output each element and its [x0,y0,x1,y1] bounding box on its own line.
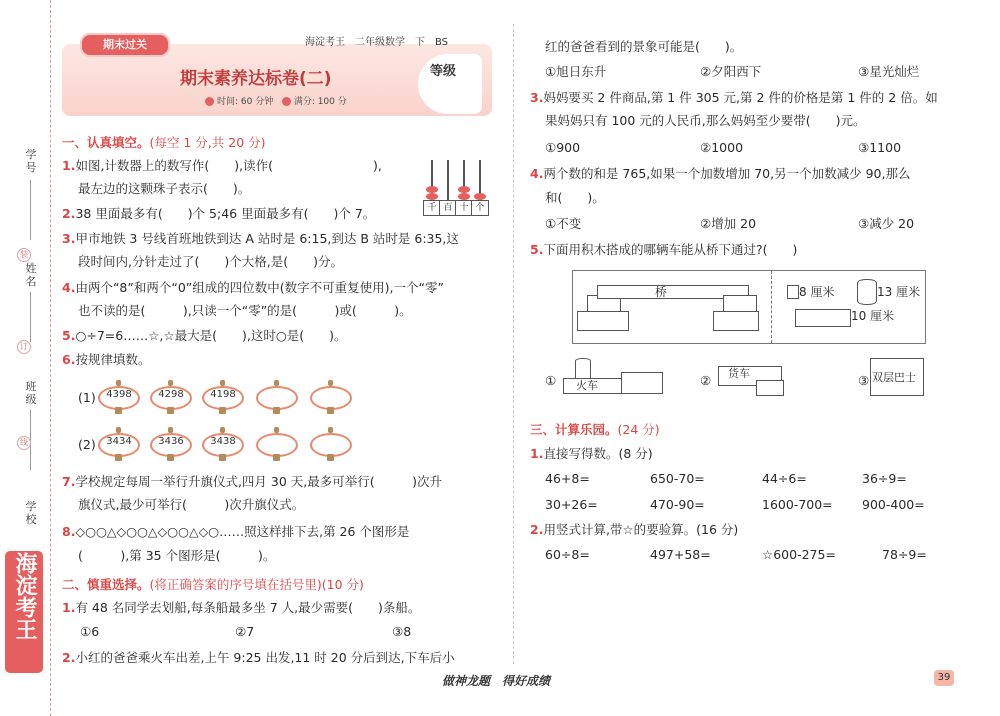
lantern-tassel [115,407,122,414]
lantern-value: 4398 [106,389,132,400]
question-1-7 [62,474,442,490]
option[interactable]: ③星光灿烂 [858,64,920,79]
option[interactable]: ①不变 [545,216,582,231]
lantern-value: 3434 [106,436,132,447]
bridge-step [577,311,629,331]
option[interactable]: ①旭日东升 [545,64,607,79]
binding-hole: 装 [17,248,31,262]
diagram-divider [771,271,772,343]
question-1-3 [62,231,459,247]
question-3-1 [530,446,653,462]
question-1-4-line2: 也不读的是( ),只读一个“零”的是( )或( )。 [78,303,412,318]
brand-logo [2,548,46,676]
calc-item[interactable]: ☆600-275= [762,547,836,562]
car-label: 火车 [576,379,598,392]
column-divider [513,24,515,664]
cube-block [787,285,799,299]
lantern-tassel [327,407,334,414]
lantern [98,380,138,412]
field-name: 姓名 [25,262,37,288]
lantern-tassel [167,454,174,461]
abacus-label: 千 [423,200,441,216]
section1-heading [62,133,266,151]
dim-label: 13 厘米 [877,285,921,299]
calc-item[interactable]: 46+8= [545,471,590,486]
question-1-8-line2: ( ),第 35 个图形是( )。 [78,548,276,563]
section3-title: 三、计算乐园。 [530,422,618,437]
abacus-rod [447,160,449,200]
option[interactable]: ③8 [392,624,412,639]
option[interactable]: ①6 [80,624,100,639]
question-1-1-line2: 最左边的这颗珠子表示( )。 [78,181,251,196]
page-number: 39 [934,670,954,686]
option[interactable]: ②1000 [700,140,744,155]
abacus-bead [458,193,470,200]
q-text: 按规律填数。 [75,352,151,367]
abacus-figure [423,158,489,216]
truck-cab [756,380,784,396]
grade-label: 等级 [430,64,457,79]
calc-item[interactable]: 44÷6= [762,471,807,486]
question-1-3-line2: 段时间内,分针走过了( )个大格,是( )分。 [78,254,343,269]
abacus-bead [426,193,438,200]
q-text: 由两个“8”和两个“0”组成的四位数中(数字不可重复使用),一个“零” [75,280,444,295]
q-text: 直接写得数。(8 分) [543,446,653,461]
option[interactable]: ①900 [545,140,581,155]
q-text: 38 里面最多有( )个 5;46 里面最多有( )个 7。 [75,206,376,221]
question-1-2 [62,206,375,222]
bridge-step [713,311,759,331]
field-line [30,292,31,342]
q-text: ◇○○△◇○○△◇○○△◇○……照这样排下去,第 26 个图形是 [75,524,410,539]
q-text: 两个数的和是 765,如果一个加数增加 70,另一个加数减少 90,那么 [543,166,911,181]
dim-label: 10 厘米 [851,309,895,323]
section2-title: 二、慎重选择。 [62,577,150,592]
check-icon [282,97,291,106]
calc-item[interactable]: 30+26= [545,497,598,512]
section1-title: 一、认真填空。 [62,135,150,150]
calc-item[interactable]: 470-90= [650,497,705,512]
abacus-bead [426,186,438,193]
footer-slogan: 做神龙题 得好成绩 [442,674,551,688]
lantern-blank[interactable] [310,380,350,412]
abacus-bead [474,193,486,200]
question-1-6 [62,352,150,368]
lantern-tassel [219,454,226,461]
lantern-tassel [167,407,174,414]
question-3-2 [530,522,738,538]
q-text: 小红的爸爸乘火车出差,上午 9:25 出发,11 时 20 分后到达,下车后小 [75,650,455,665]
field-line [30,180,31,240]
question-1-8 [62,524,409,540]
lantern-tassel [115,454,122,461]
lantern [202,380,242,412]
q-number: 2. [530,522,544,537]
cylinder-block [857,279,877,305]
abacus-label: 十 [455,200,473,216]
q-text: 如图,计数器上的数写作( ),读作( ), [75,158,382,173]
section2-note: (将正确答案的序号填在括号里)(10 分) [149,577,364,592]
q6-row2-label: (2) [78,437,96,452]
question-1-7-line2: 旗仪式,最少可举行( )次升旗仪式。 [78,497,305,512]
question-1-5 [62,328,347,344]
q-number: 2. [62,650,76,665]
lantern-tassel [219,407,226,414]
q-number: 3. [530,90,544,105]
train-car [621,372,663,394]
lantern [202,427,242,459]
q-text: 有 48 名同学去划船,每条船最多坐 7 人,最少需要( )条船。 [75,600,421,615]
question-2-1 [62,600,420,616]
q-text: 甲市地铁 3 号线首班地铁到达 A 站时是 6:15,到达 B 站时是 6:35,这 [75,231,459,246]
lantern [150,380,190,412]
lantern-blank[interactable] [256,427,296,459]
q-number: 7. [62,474,76,489]
lantern-tassel [273,454,280,461]
abacus-label: 百 [439,200,457,216]
section3-heading [530,420,660,438]
exam-meta [205,94,347,107]
calc-item[interactable]: 1600-700= [762,497,833,512]
car-option-mark[interactable]: ① [545,373,557,388]
q-number: 1. [62,158,76,173]
grade-box[interactable] [418,54,482,114]
q-number: 3. [62,231,76,246]
q-text: 学校规定每周一举行升旗仪式,四月 30 天,最多可举行( )次升 [75,474,443,489]
car-label: 货车 [728,367,750,380]
q-number: 4. [530,166,544,181]
option[interactable]: ③减少 20 [858,216,915,231]
section1-note: (每空 1 分,共 20 分) [149,135,266,150]
car-label: 双层巴士 [872,371,916,384]
q-number: 2. [62,206,76,221]
q-number: 8. [62,524,76,539]
abacus-label: 个 [471,200,489,216]
question-2-4 [530,166,910,182]
lantern-blank[interactable] [310,427,350,459]
bridge-diagram [572,270,926,344]
lantern-tassel [273,407,280,414]
lantern-tassel [327,454,334,461]
flat-block [795,309,851,327]
option[interactable]: ②7 [235,624,255,639]
binding-hole: 订 [17,340,31,354]
section2-heading [62,575,364,593]
calc-item[interactable]: 900-400= [862,497,925,512]
q6-row1-label: (1) [78,390,96,405]
binding-strip [0,0,51,716]
brand-text: 海淀考王 [12,552,37,640]
section3-note: (24 分) [617,422,660,437]
field-class: 班级 [25,380,37,406]
calc-item[interactable]: 60÷8= [545,547,590,562]
lantern-value: 3436 [158,436,184,447]
calc-item[interactable]: 650-70= [650,471,705,486]
question-1-1 [62,158,382,174]
q-text: 妈妈要买 2 件商品,第 1 件 305 元,第 2 件的价格是第 1 件的 2 倍。如 [543,90,938,105]
car-option-mark[interactable]: ② [700,373,712,388]
lantern [98,427,138,459]
q-text: ○÷7=6……☆,☆最大是( ),这时○是( )。 [75,328,347,343]
lantern-value: 3438 [210,436,236,447]
question-1-4 [62,280,444,296]
calc-item[interactable]: 78÷9= [882,547,927,562]
q-number: 1. [62,600,76,615]
lantern [150,427,190,459]
q-text: 用竖式计算,带☆的要验算。(16 分) [543,522,739,537]
lantern-value: 4298 [158,389,184,400]
exam-time: 时间: 60 分钟 [217,97,274,107]
q-number: 1. [530,446,544,461]
q-number: 5. [530,242,544,257]
calc-item[interactable]: 497+58= [650,547,711,562]
question-2-3-line2: 果妈妈只有 100 元的人民币,那么妈妈至少要带( )元。 [545,113,866,128]
lantern-value: 4198 [210,389,236,400]
question-2-2 [62,650,455,666]
car-option-mark[interactable]: ③ [858,373,870,388]
question-2-5 [530,242,797,258]
question-2-3 [530,90,938,106]
lantern-blank[interactable] [256,380,296,412]
calc-item[interactable]: 36÷9= [862,471,907,486]
binding-hole: 线 [17,436,31,450]
question-2-4-line2: 和( )。 [545,190,605,205]
option[interactable]: ③1100 [858,140,902,155]
q-number: 5. [62,328,76,343]
page-title: 期末素养达标卷(二) [180,69,332,89]
field-student-number: 学号 [25,148,37,174]
q-number: 6. [62,352,76,367]
field-school: 学校 [25,500,37,526]
q-number: 4. [62,280,76,295]
exam-score: 满分: 100 分 [293,97,347,107]
clock-icon [205,97,214,106]
option[interactable]: ②夕阳西下 [700,64,762,79]
abacus-bead [458,186,470,193]
dim-label: 8 厘米 [799,285,835,299]
question-2-2-line2: 红的爸爸看到的景象可能是( )。 [545,39,743,54]
publisher-info: 海淀考王 二年级数学 下 BS [305,37,449,48]
section-tag: 期末过关 [80,33,170,57]
bridge-label: 桥 [655,285,668,299]
option[interactable]: ②增加 20 [700,216,757,231]
q-text: 下面用积木搭成的哪辆车能从桥下通过?( ) [543,242,798,257]
